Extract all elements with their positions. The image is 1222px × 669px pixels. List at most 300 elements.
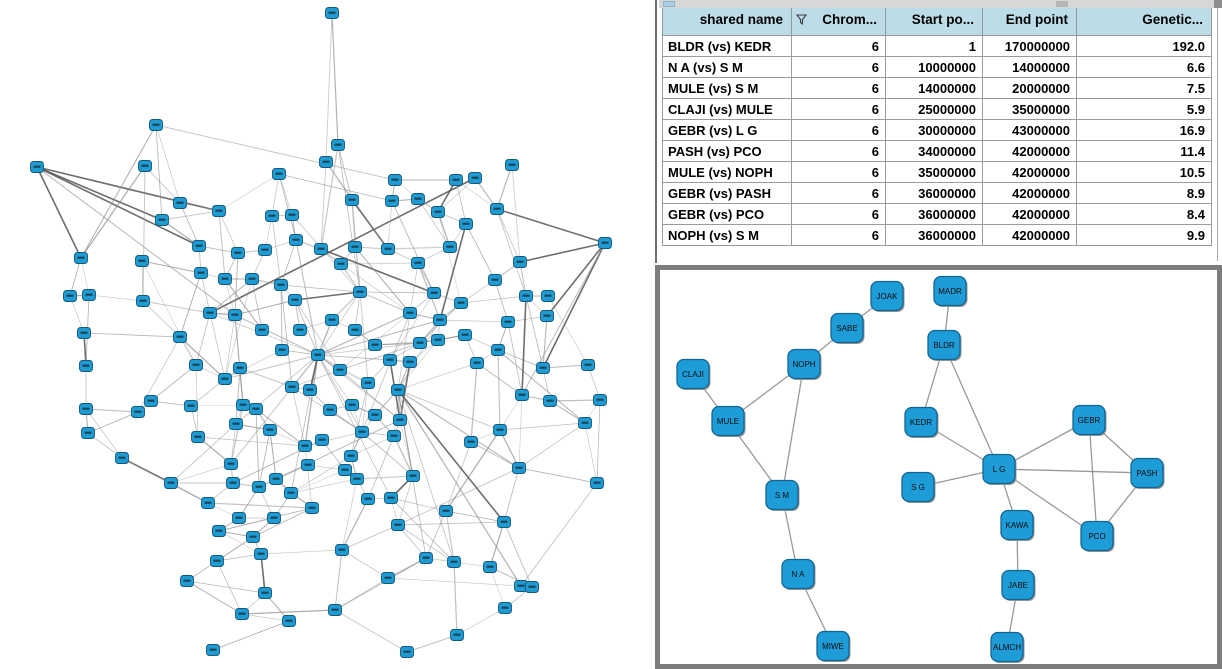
cell-value[interactable]: 16.9	[1077, 120, 1212, 141]
network-edge[interactable]	[305, 446, 312, 508]
network-edge[interactable]	[242, 614, 289, 621]
network-node[interactable]	[174, 198, 187, 209]
cell-value[interactable]: 36000000	[886, 204, 983, 225]
network-node[interactable]	[326, 315, 339, 326]
network-edge[interactable]	[543, 243, 605, 368]
cell-value[interactable]: 1	[886, 36, 983, 57]
network-node[interactable]	[345, 451, 358, 462]
network-node-PCO[interactable]	[1081, 522, 1115, 553]
network-node[interactable]	[514, 257, 527, 268]
cell-value[interactable]: 34000000	[886, 141, 983, 162]
cell-shared-name[interactable]: N A (vs) S M	[663, 57, 792, 78]
network-edge[interactable]	[318, 355, 390, 360]
network-node-MADR[interactable]	[934, 277, 968, 308]
network-edge[interactable]	[1089, 420, 1097, 536]
network-node[interactable]	[225, 459, 238, 470]
network-node-ALMCH[interactable]	[991, 633, 1025, 664]
network-edge[interactable]	[351, 383, 368, 456]
network-node[interactable]	[471, 358, 484, 369]
cell-value[interactable]: 36000000	[886, 183, 983, 204]
network-node[interactable]	[440, 506, 453, 517]
network-node[interactable]	[354, 287, 367, 298]
network-edge[interactable]	[548, 296, 588, 365]
network-edge[interactable]	[461, 296, 526, 303]
network-node[interactable]	[83, 290, 96, 301]
network-node[interactable]	[401, 647, 414, 658]
network-node-S-M[interactable]	[766, 481, 800, 512]
network-node[interactable]	[324, 405, 337, 416]
network-node[interactable]	[484, 562, 497, 573]
table-row[interactable]	[663, 36, 1212, 57]
network-edge[interactable]	[360, 292, 368, 383]
table-horizontal-scrollbar[interactable]	[659, 0, 1222, 8]
network-edge[interactable]	[342, 499, 368, 550]
network-node[interactable]	[290, 235, 303, 246]
network-node[interactable]	[304, 385, 317, 396]
network-node[interactable]	[289, 295, 302, 306]
cell-value[interactable]: 8.9	[1077, 183, 1212, 204]
network-node[interactable]	[75, 253, 88, 264]
cell-shared-name[interactable]: NOPH (vs) S M	[663, 225, 792, 246]
cell-value[interactable]: 6	[792, 162, 886, 183]
network-edge[interactable]	[235, 253, 238, 315]
table-row[interactable]	[663, 141, 1212, 162]
network-edge[interactable]	[84, 333, 180, 337]
network-node[interactable]	[229, 310, 242, 321]
network-node[interactable]	[246, 274, 259, 285]
network-node[interactable]	[165, 478, 178, 489]
network-edge[interactable]	[398, 522, 504, 525]
network-edge[interactable]	[291, 479, 357, 493]
network-edge[interactable]	[368, 436, 394, 499]
network-node[interactable]	[362, 494, 375, 505]
network-node[interactable]	[185, 401, 198, 412]
network-edge[interactable]	[281, 285, 360, 292]
sub-network-canvas[interactable]	[660, 270, 1217, 664]
network-node[interactable]	[407, 471, 420, 482]
network-edge[interactable]	[585, 423, 597, 483]
network-edge[interactable]	[519, 468, 597, 483]
network-node-MIWE[interactable]	[817, 632, 851, 663]
network-node[interactable]	[136, 256, 149, 267]
network-node[interactable]	[369, 340, 382, 351]
network-node[interactable]	[181, 576, 194, 587]
network-edge[interactable]	[326, 13, 332, 162]
network-node[interactable]	[275, 280, 288, 291]
network-node[interactable]	[139, 161, 152, 172]
network-node[interactable]	[334, 365, 347, 376]
network-node-L-G[interactable]	[983, 455, 1017, 486]
network-edge[interactable]	[391, 498, 446, 511]
network-edge[interactable]	[498, 350, 500, 430]
network-edge[interactable]	[360, 292, 434, 293]
network-edge[interactable]	[196, 313, 210, 365]
cell-value[interactable]: 5.9	[1077, 99, 1212, 120]
network-edge[interactable]	[259, 465, 308, 487]
network-node[interactable]	[385, 493, 398, 504]
network-node[interactable]	[448, 557, 461, 568]
network-node[interactable]	[489, 275, 502, 286]
network-node[interactable]	[315, 244, 328, 255]
network-node-BLDR[interactable]	[928, 331, 962, 362]
network-edge[interactable]	[944, 345, 999, 469]
network-node[interactable]	[392, 520, 405, 531]
network-node[interactable]	[286, 210, 299, 221]
cell-shared-name[interactable]: BLDR (vs) KEDR	[663, 36, 792, 57]
network-edge[interactable]	[291, 470, 345, 493]
network-edge[interactable]	[281, 240, 296, 285]
network-node[interactable]	[270, 474, 283, 485]
network-edge[interactable]	[219, 174, 279, 211]
network-node[interactable]	[579, 418, 592, 429]
network-node[interactable]	[491, 204, 504, 215]
network-edge[interactable]	[143, 166, 145, 301]
network-node[interactable]	[237, 400, 250, 411]
table-row[interactable]	[663, 225, 1212, 246]
network-node[interactable]	[542, 291, 555, 302]
network-node[interactable]	[329, 605, 342, 616]
network-node[interactable]	[434, 315, 447, 326]
network-edge[interactable]	[782, 364, 804, 495]
network-edge[interactable]	[180, 273, 201, 337]
network-edge[interactable]	[500, 423, 585, 430]
cell-value[interactable]: 192.0	[1077, 36, 1212, 57]
cell-value[interactable]: 6.6	[1077, 57, 1212, 78]
network-node[interactable]	[420, 553, 433, 564]
cell-shared-name[interactable]: MULE (vs) NOPH	[663, 162, 792, 183]
network-node[interactable]	[382, 573, 395, 584]
cell-value[interactable]: 42000000	[983, 162, 1077, 183]
network-node[interactable]	[156, 215, 169, 226]
network-node[interactable]	[312, 350, 325, 361]
network-edge[interactable]	[471, 363, 477, 442]
cell-value[interactable]: 6	[792, 204, 886, 225]
cell-value[interactable]: 6	[792, 36, 886, 57]
network-node[interactable]	[213, 206, 226, 217]
network-node[interactable]	[382, 244, 395, 255]
network-node[interactable]	[193, 241, 206, 252]
network-node[interactable]	[255, 549, 268, 560]
network-edge[interactable]	[999, 469, 1147, 473]
cell-value[interactable]: 6	[792, 78, 886, 99]
cell-shared-name[interactable]: MULE (vs) S M	[663, 78, 792, 99]
table-row[interactable]	[663, 78, 1212, 99]
network-node[interactable]	[202, 498, 215, 509]
network-edge[interactable]	[357, 476, 413, 479]
network-edge[interactable]	[276, 420, 400, 479]
table-vertical-scrollbar-track[interactable]	[1217, 8, 1218, 261]
network-edge[interactable]	[519, 423, 585, 468]
network-node[interactable]	[541, 311, 554, 322]
cell-value[interactable]: 14000000	[983, 57, 1077, 78]
network-edge[interactable]	[37, 167, 81, 258]
table-row[interactable]	[663, 99, 1212, 120]
network-node[interactable]	[276, 345, 289, 356]
network-edge[interactable]	[456, 180, 466, 224]
scrollbar-handle[interactable]	[1056, 1, 1068, 7]
network-node[interactable]	[404, 357, 417, 368]
network-edge[interactable]	[521, 483, 597, 586]
network-node[interactable]	[349, 325, 362, 336]
cell-shared-name[interactable]: GEBR (vs) L G	[663, 120, 792, 141]
network-edge[interactable]	[272, 174, 279, 216]
network-node[interactable]	[498, 517, 511, 528]
cell-value[interactable]: 6	[792, 120, 886, 141]
cell-value[interactable]: 8.4	[1077, 204, 1212, 225]
network-node[interactable]	[211, 556, 224, 567]
network-edge[interactable]	[210, 313, 225, 379]
network-edge[interactable]	[398, 390, 504, 522]
network-edge[interactable]	[394, 436, 413, 476]
network-node[interactable]	[594, 395, 607, 406]
network-node[interactable]	[494, 425, 507, 436]
network-node-JABE[interactable]	[1002, 571, 1036, 602]
cell-shared-name[interactable]: CLAJI (vs) MULE	[663, 99, 792, 120]
network-node[interactable]	[369, 410, 382, 421]
network-edge[interactable]	[332, 13, 338, 145]
network-node[interactable]	[64, 291, 77, 302]
network-node-NOPH[interactable]	[788, 350, 822, 381]
network-edge[interactable]	[272, 216, 281, 285]
network-edge[interactable]	[341, 263, 418, 264]
funnel-icon[interactable]	[796, 14, 807, 25]
network-edge[interactable]	[235, 315, 243, 405]
network-edge[interactable]	[597, 400, 600, 483]
network-node-KEDR[interactable]	[905, 408, 939, 439]
network-node[interactable]	[236, 609, 249, 620]
network-edge[interactable]	[259, 430, 270, 487]
cell-value[interactable]: 11.4	[1077, 141, 1212, 162]
network-node[interactable]	[145, 396, 158, 407]
network-edge[interactable]	[219, 518, 274, 531]
table-row[interactable]	[663, 120, 1212, 141]
cell-value[interactable]: 20000000	[983, 78, 1077, 99]
network-node[interactable]	[335, 259, 348, 270]
network-node[interactable]	[444, 242, 457, 253]
cell-value[interactable]: 10.5	[1077, 162, 1212, 183]
network-node[interactable]	[502, 317, 515, 328]
network-node[interactable]	[516, 390, 529, 401]
network-node[interactable]	[174, 332, 187, 343]
network-edge[interactable]	[490, 522, 504, 567]
network-node-KAWA[interactable]	[1001, 511, 1035, 542]
network-edge[interactable]	[497, 165, 512, 209]
network-edge[interactable]	[171, 464, 231, 483]
table-row[interactable]	[663, 162, 1212, 183]
network-node-S-G[interactable]	[902, 473, 936, 504]
network-edge[interactable]	[156, 125, 180, 203]
cell-value[interactable]: 30000000	[886, 120, 983, 141]
network-edge[interactable]	[335, 610, 407, 652]
network-edge[interactable]	[261, 550, 342, 554]
network-edge[interactable]	[191, 405, 243, 406]
network-node[interactable]	[195, 268, 208, 279]
network-node[interactable]	[465, 437, 478, 448]
network-node[interactable]	[513, 463, 526, 474]
network-edge[interactable]	[37, 167, 219, 211]
network-node[interactable]	[259, 588, 272, 599]
network-node[interactable]	[78, 328, 91, 339]
network-node[interactable]	[520, 291, 533, 302]
network-node-CLAJI[interactable]	[677, 360, 711, 391]
network-node[interactable]	[234, 363, 247, 374]
network-edge[interactable]	[270, 430, 276, 479]
network-node[interactable]	[432, 335, 445, 346]
network-node[interactable]	[432, 207, 445, 218]
network-edge[interactable]	[253, 508, 312, 537]
network-node[interactable]	[132, 407, 145, 418]
network-edge[interactable]	[335, 550, 342, 610]
network-node[interactable]	[150, 120, 163, 131]
network-node[interactable]	[232, 248, 245, 259]
network-node[interactable]	[268, 513, 281, 524]
network-node[interactable]	[233, 513, 246, 524]
network-node-GEBR[interactable]	[1073, 406, 1107, 437]
network-node[interactable]	[537, 363, 550, 374]
network-node-MULE[interactable]	[712, 407, 746, 438]
network-edge[interactable]	[457, 608, 505, 635]
network-edge[interactable]	[208, 503, 312, 508]
network-node[interactable]	[80, 361, 93, 372]
network-node[interactable]	[351, 474, 364, 485]
network-node[interactable]	[599, 238, 612, 249]
cell-value[interactable]: 36000000	[886, 225, 983, 246]
network-node[interactable]	[213, 526, 226, 537]
network-node[interactable]	[137, 296, 150, 307]
cell-value[interactable]: 170000000	[983, 36, 1077, 57]
cell-value[interactable]: 7.5	[1077, 78, 1212, 99]
network-node[interactable]	[460, 219, 473, 230]
network-node[interactable]	[80, 404, 93, 415]
network-edge[interactable]	[242, 610, 335, 614]
network-edge[interactable]	[335, 558, 426, 610]
cell-value[interactable]: 35000000	[983, 99, 1077, 120]
table-row[interactable]	[663, 57, 1212, 78]
cell-value[interactable]: 42000000	[983, 225, 1077, 246]
network-edge[interactable]	[407, 635, 457, 652]
network-node[interactable]	[306, 503, 319, 514]
network-node[interactable]	[82, 428, 95, 439]
cell-value[interactable]: 25000000	[886, 99, 983, 120]
network-node[interactable]	[394, 415, 407, 426]
network-node-SABE[interactable]	[831, 314, 865, 345]
network-edge[interactable]	[504, 522, 532, 587]
cell-value[interactable]: 6	[792, 183, 886, 204]
network-node[interactable]	[259, 245, 272, 256]
network-node[interactable]	[299, 441, 312, 452]
network-node-N-A[interactable]	[782, 560, 816, 591]
network-edge[interactable]	[446, 511, 454, 562]
network-node[interactable]	[285, 488, 298, 499]
network-node[interactable]	[389, 175, 402, 186]
table-row[interactable]	[663, 183, 1212, 204]
network-edge[interactable]	[522, 243, 605, 395]
network-node[interactable]	[31, 162, 44, 173]
network-node[interactable]	[316, 435, 329, 446]
network-node[interactable]	[339, 465, 352, 476]
network-node[interactable]	[492, 345, 505, 356]
network-node[interactable]	[273, 169, 286, 180]
cell-value[interactable]: 42000000	[983, 183, 1077, 204]
network-node[interactable]	[451, 630, 464, 641]
network-node[interactable]	[256, 325, 269, 336]
cell-value[interactable]: 9.9	[1077, 225, 1212, 246]
network-edge[interactable]	[256, 409, 259, 487]
network-node[interactable]	[320, 157, 333, 168]
network-node[interactable]	[582, 360, 595, 371]
network-edge[interactable]	[142, 261, 143, 301]
cell-value[interactable]: 42000000	[983, 141, 1077, 162]
network-node[interactable]	[266, 211, 279, 222]
network-edge[interactable]	[151, 365, 196, 401]
cell-value[interactable]: 6	[792, 225, 886, 246]
network-edge[interactable]	[466, 224, 495, 280]
network-node-JOAK[interactable]	[871, 282, 905, 313]
network-node[interactable]	[506, 160, 519, 171]
network-node[interactable]	[455, 298, 468, 309]
network-node[interactable]	[346, 400, 359, 411]
network-node[interactable]	[204, 308, 217, 319]
network-edge[interactable]	[162, 211, 219, 220]
network-edge[interactable]	[279, 174, 392, 201]
network-node[interactable]	[326, 8, 339, 19]
network-edge[interactable]	[504, 468, 519, 522]
network-node[interactable]	[190, 360, 203, 371]
network-edge[interactable]	[86, 409, 138, 412]
network-edge[interactable]	[454, 562, 457, 635]
network-node[interactable]	[414, 338, 427, 349]
cell-value[interactable]: 6	[792, 57, 886, 78]
network-node[interactable]	[332, 140, 345, 151]
network-node[interactable]	[346, 195, 359, 206]
cell-value[interactable]: 10000000	[886, 57, 983, 78]
network-edge[interactable]	[240, 368, 292, 387]
network-node[interactable]	[302, 460, 315, 471]
network-edge[interactable]	[342, 525, 398, 550]
cell-value[interactable]: 35000000	[886, 162, 983, 183]
network-node[interactable]	[544, 396, 557, 407]
network-edge[interactable]	[156, 125, 162, 220]
network-edge[interactable]	[388, 247, 450, 249]
network-node[interactable]	[294, 325, 307, 336]
network-edge[interactable]	[89, 295, 143, 301]
network-edge[interactable]	[519, 395, 522, 468]
network-node[interactable]	[526, 582, 539, 593]
network-node[interactable]	[247, 532, 260, 543]
network-edge[interactable]	[342, 479, 357, 550]
cell-value[interactable]: 6	[792, 141, 886, 162]
network-node-PASH[interactable]	[1131, 459, 1165, 490]
network-node[interactable]	[392, 385, 405, 396]
network-edge[interactable]	[187, 581, 265, 593]
network-edge[interactable]	[497, 209, 605, 243]
cell-value[interactable]: 42000000	[983, 204, 1077, 225]
network-edge[interactable]	[388, 201, 392, 249]
network-node[interactable]	[591, 478, 604, 489]
network-node[interactable]	[356, 427, 369, 438]
network-node[interactable]	[349, 242, 362, 253]
network-node[interactable]	[253, 482, 266, 493]
cell-value[interactable]: 6	[792, 99, 886, 120]
network-edge[interactable]	[471, 442, 519, 468]
network-node[interactable]	[412, 258, 425, 269]
network-node[interactable]	[336, 545, 349, 556]
network-node[interactable]	[192, 432, 205, 443]
network-node[interactable]	[264, 425, 277, 436]
network-node[interactable]	[412, 194, 425, 205]
network-edge[interactable]	[225, 279, 262, 330]
cell-shared-name[interactable]: GEBR (vs) PCO	[663, 204, 792, 225]
